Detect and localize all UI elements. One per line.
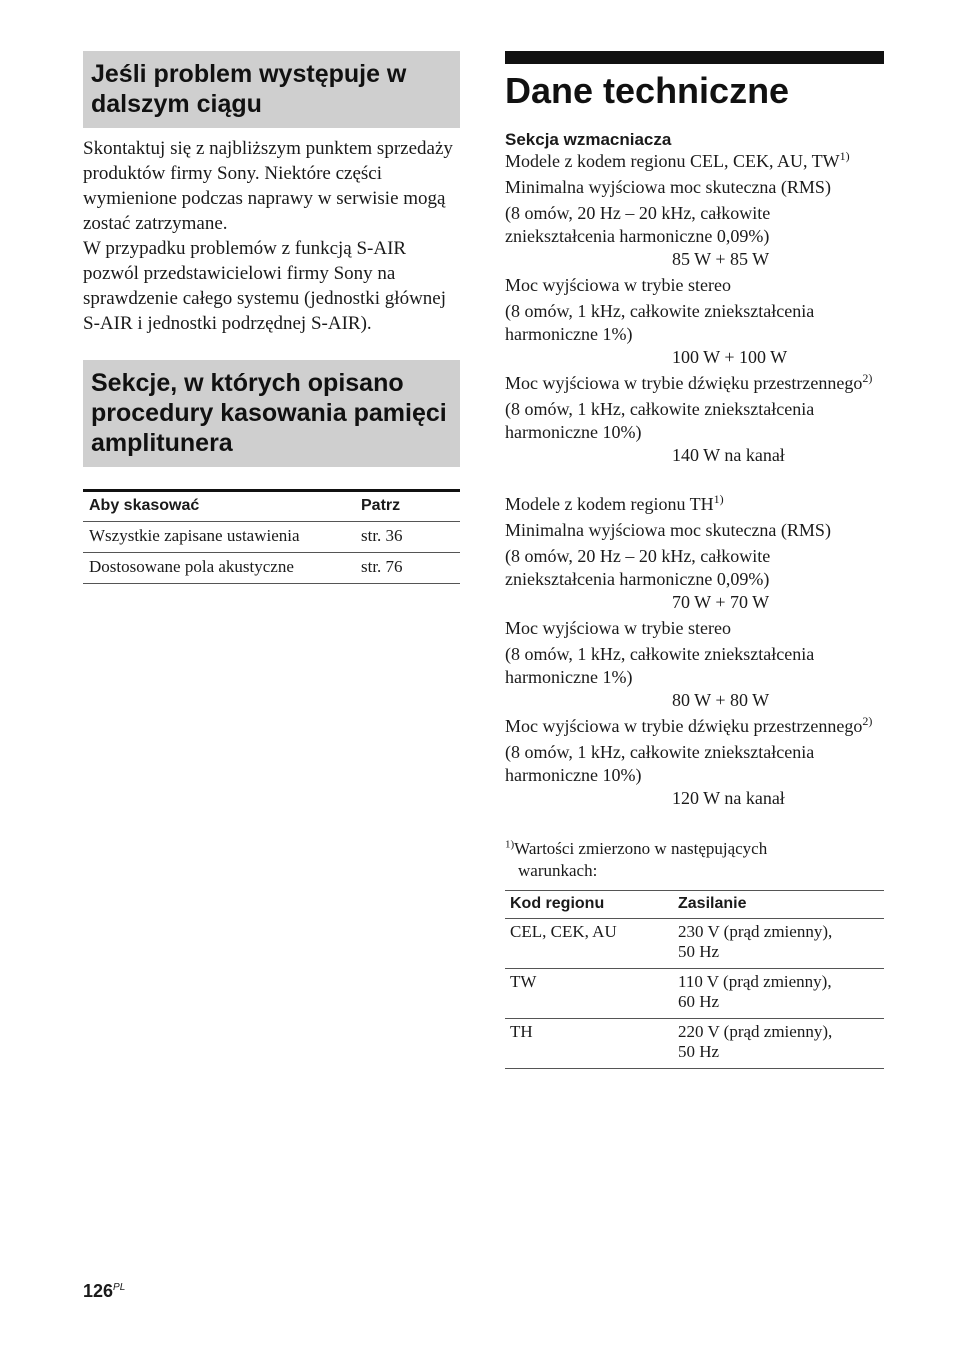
table-row (83, 553, 460, 584)
footnote-ref: 2) (862, 714, 873, 728)
title-rule (505, 51, 884, 64)
rms-conditions: (8 omów, 20 Hz – 20 kHz, całkowite zniekształcenia harmoniczne 0,09%) (505, 203, 771, 246)
stereo-value: 100 W + 100 W (672, 347, 788, 367)
footnote-line2: warunkach: (518, 861, 598, 880)
table-cell: CEL, CEK, AU (505, 919, 673, 969)
rms-value: 85 W + 85 W (672, 249, 770, 269)
table-cell: TW (505, 969, 673, 1019)
surround-label: Moc wyjściowa w trybie dźwięku przestrzennego$^{2)}$ (505, 714, 873, 736)
reset-reference-table (83, 489, 460, 584)
footnote-line1: Wartości zmierzono w następujących (514, 839, 768, 858)
col-header-see: Patrz (355, 491, 460, 522)
surround-value: 120 W na kanał (672, 788, 785, 808)
problem-persists-text (83, 136, 460, 336)
page-number: $126^{PL}$ (83, 1281, 126, 1301)
footnote-ref: 1) (713, 492, 724, 506)
footnote (505, 838, 884, 882)
table-row (505, 919, 884, 969)
table-row (83, 522, 460, 553)
section-heading-reset-procedures: Sekcje, w których opisano procedury kasowania pamięci amplitunera (83, 360, 460, 467)
footnote-ref: 2) (862, 371, 873, 385)
stereo-value: 80 W + 80 W (672, 690, 770, 710)
table-cell: 220 V (prąd zmienny), 50 Hz (673, 1019, 884, 1069)
paragraph-s-air: W przypadku problemów z funkcją S-AIR pozwól przedstawicielowi firmy Sony na sprawdzenie całego systemu (jednostki głównej S-AIR i jednostki podrzędnej S-AIR). (83, 238, 447, 334)
power-supply-table (505, 890, 884, 1069)
specs-group-th (505, 493, 884, 810)
table-cell: 230 V (prąd zmienny), 50 Hz (673, 919, 884, 969)
left-column (83, 51, 460, 584)
specs-group-cel-cek-au-tw (505, 150, 884, 467)
rms-conditions: (8 omów, 20 Hz – 20 kHz, całkowite zniekształcenia harmoniczne 0,09%) (505, 546, 771, 589)
table-cell: Dostosowane pola akustyczne (83, 553, 355, 584)
paragraph-contact-dealer: Skontaktuj się z najbliższym punktem sprzedaży produktów firmy Sony. Niektóre części wymienione podczas naprawy w serwisie mogą zostać zatrzymane. (83, 138, 453, 234)
rms-label: Minimalna wyjściowa moc skuteczna (RMS) (505, 177, 831, 197)
page-title: Dane techniczne (505, 70, 790, 111)
stereo-label: Moc wyjściowa w trybie stereo (505, 618, 731, 638)
page-language-suffix: PL (113, 1282, 126, 1293)
surround-conditions: (8 omów, 1 kHz, całkowite zniekształcenia harmoniczne 10%) (505, 399, 815, 442)
stereo-conditions: (8 omów, 1 kHz, całkowite zniekształcenia harmoniczne 1%) (505, 644, 815, 687)
table-cell: str. 36 (355, 522, 460, 553)
footnote-marker: 1) (505, 838, 515, 851)
surround-label: Moc wyjściowa w trybie dźwięku przestrzennego$^{2)}$ (505, 371, 873, 393)
right-column (505, 51, 884, 1069)
rms-label: Minimalna wyjściowa moc skuteczna (RMS) (505, 520, 831, 540)
table-cell: Wszystkie zapisane ustawienia (83, 522, 355, 553)
table-cell: str. 76 (355, 553, 460, 584)
region-line: Modele z kodem regionu CEL, CEK, AU, TW$^{1)}$ (505, 149, 850, 171)
table-cell: 110 V (prąd zmienny), 60 Hz (673, 969, 884, 1019)
footnote-ref: 1) (839, 149, 850, 163)
table-row (505, 969, 884, 1019)
surround-value: 140 W na kanał (672, 445, 785, 465)
table-header-row (505, 891, 884, 919)
stereo-conditions: (8 omów, 1 kHz, całkowite zniekształcenia harmoniczne 1%) (505, 301, 815, 344)
table-row (505, 1019, 884, 1069)
amplifier-section-heading: Sekcja wzmacniacza (505, 130, 672, 149)
table-header-row (83, 491, 460, 522)
col-header-power-supply: Zasilanie (673, 891, 884, 919)
rms-value: 70 W + 70 W (672, 592, 770, 612)
surround-conditions: (8 omów, 1 kHz, całkowite zniekształcenia harmoniczne 10%) (505, 742, 815, 785)
table-cell: TH (505, 1019, 673, 1069)
stereo-label: Moc wyjściowa w trybie stereo (505, 275, 731, 295)
region-line: Modele z kodem regionu TH$^{1)}$ (505, 492, 724, 514)
col-header-reset: Aby skasować (83, 491, 355, 522)
section-heading-problem-persists: Jeśli problem występuje w dalszym ciągu (83, 51, 460, 128)
col-header-region-code: Kod regionu (505, 891, 673, 919)
